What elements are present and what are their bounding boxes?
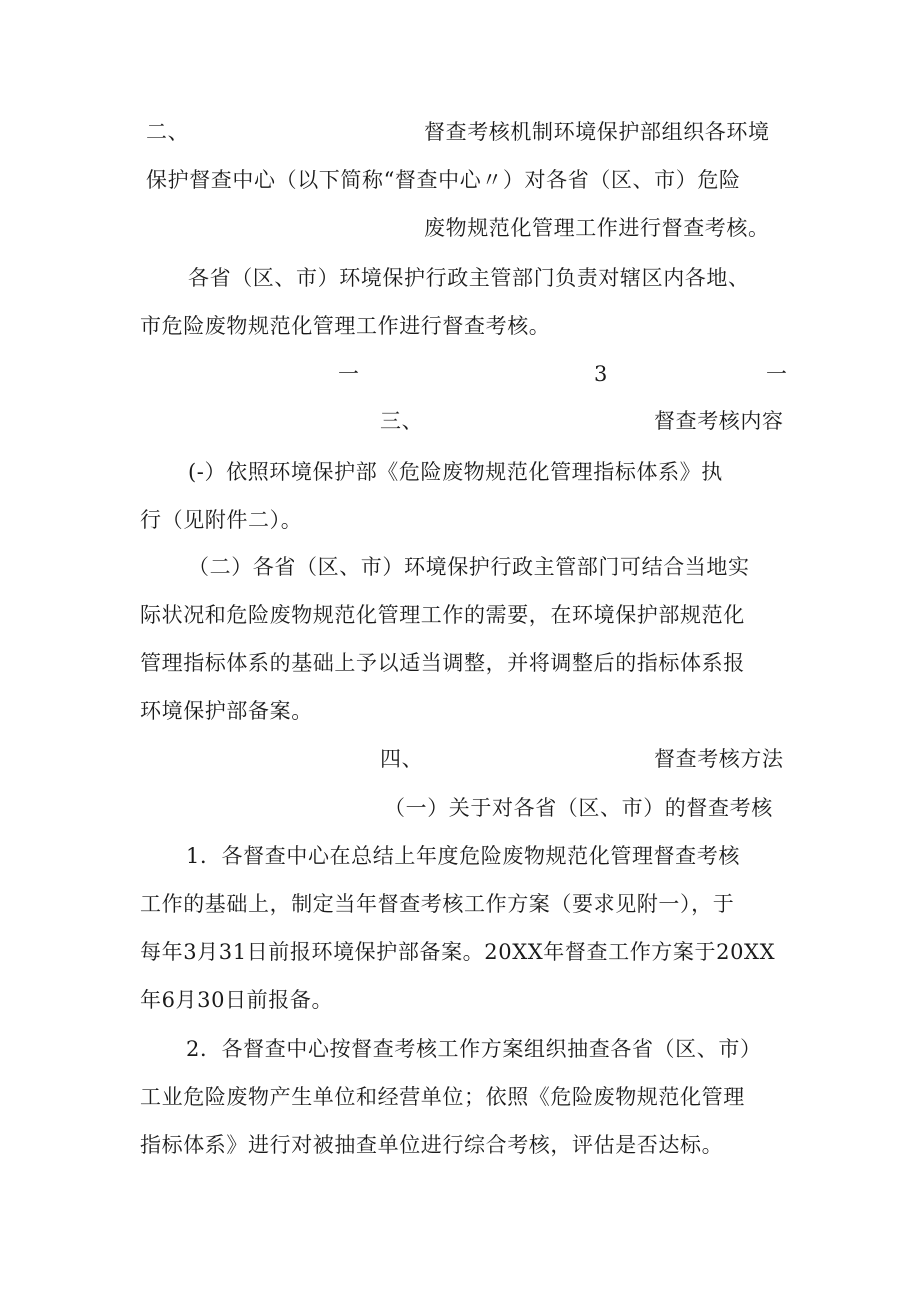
section3-item2-line1: （二）各省（区、市）环境保护行政主管部门可结合当地实 xyxy=(188,555,750,579)
section4-item2-line2: 工业危险废物产生单位和经营单位；依照《危险废物规范化管理 xyxy=(140,1085,745,1109)
section4-item1-line2: 工作的基础上，制定当年督查考核工作方案（要求见附一），于 xyxy=(140,892,735,916)
section3-title: 督查考核内容 xyxy=(654,409,784,433)
section2-para-line2: 市危险废物规范化管理工作进行督查考核。 xyxy=(140,314,551,338)
section4-title: 督查考核方法 xyxy=(654,747,784,771)
section4-subheading: （一）关于对各省（区、市）的督查考核 xyxy=(384,796,773,820)
section4-item1-line3: 每年3月31日前报环境保护部备案。20XX年督查工作方案于20XX xyxy=(140,940,776,964)
page-number-right-dash: 一 xyxy=(766,362,788,386)
section4-number: 四、 xyxy=(380,747,424,771)
section2-para-line1: 各省（区、市）环境保护行政主管部门负责对辖区内各地、 xyxy=(188,266,750,290)
section3-item2-line4: 环境保护部备案。 xyxy=(140,699,313,723)
section3-item1-line2: 行（见附件二）。 xyxy=(140,508,303,532)
section2-heading-line1: 督查考核机制环境保护部组织各环境 xyxy=(424,120,770,144)
page-number-left-dash: 一 xyxy=(338,362,360,386)
page-number: 3 xyxy=(594,362,608,386)
section4-item1-line1: 1．各督查中心在总结上年度危险废物规范化管理督查考核 xyxy=(186,844,740,868)
section4-item2-line3: 指标体系》进行对被抽查单位进行综合考核，评估是否达标。 xyxy=(140,1133,724,1157)
section4-item2-line1: 2．各督查中心按督查考核工作方案组织抽查各省（区、市） xyxy=(186,1037,762,1061)
section4-item1-line4: 年6月30日前报备。 xyxy=(140,988,334,1012)
section3-number: 三、 xyxy=(380,409,424,433)
section3-item2-line3: 管理指标体系的基础上予以适当调整，并将调整后的指标体系报 xyxy=(140,651,745,675)
section3-item1-line1: (-）依照环境保护部《危险废物规范化管理指标体系》执 xyxy=(188,460,723,484)
section2-heading-line2: 保护督查中心（以下简称“督查中心〃）对各省（区、市）危险 xyxy=(146,168,741,192)
section2-heading-line3: 废物规范化管理工作进行督查考核。 xyxy=(424,216,770,240)
section2-number: 二、 xyxy=(146,120,190,144)
section3-item2-line2: 际状况和危险废物规范化管理工作的需要，在环境保护部规范化 xyxy=(140,603,745,627)
